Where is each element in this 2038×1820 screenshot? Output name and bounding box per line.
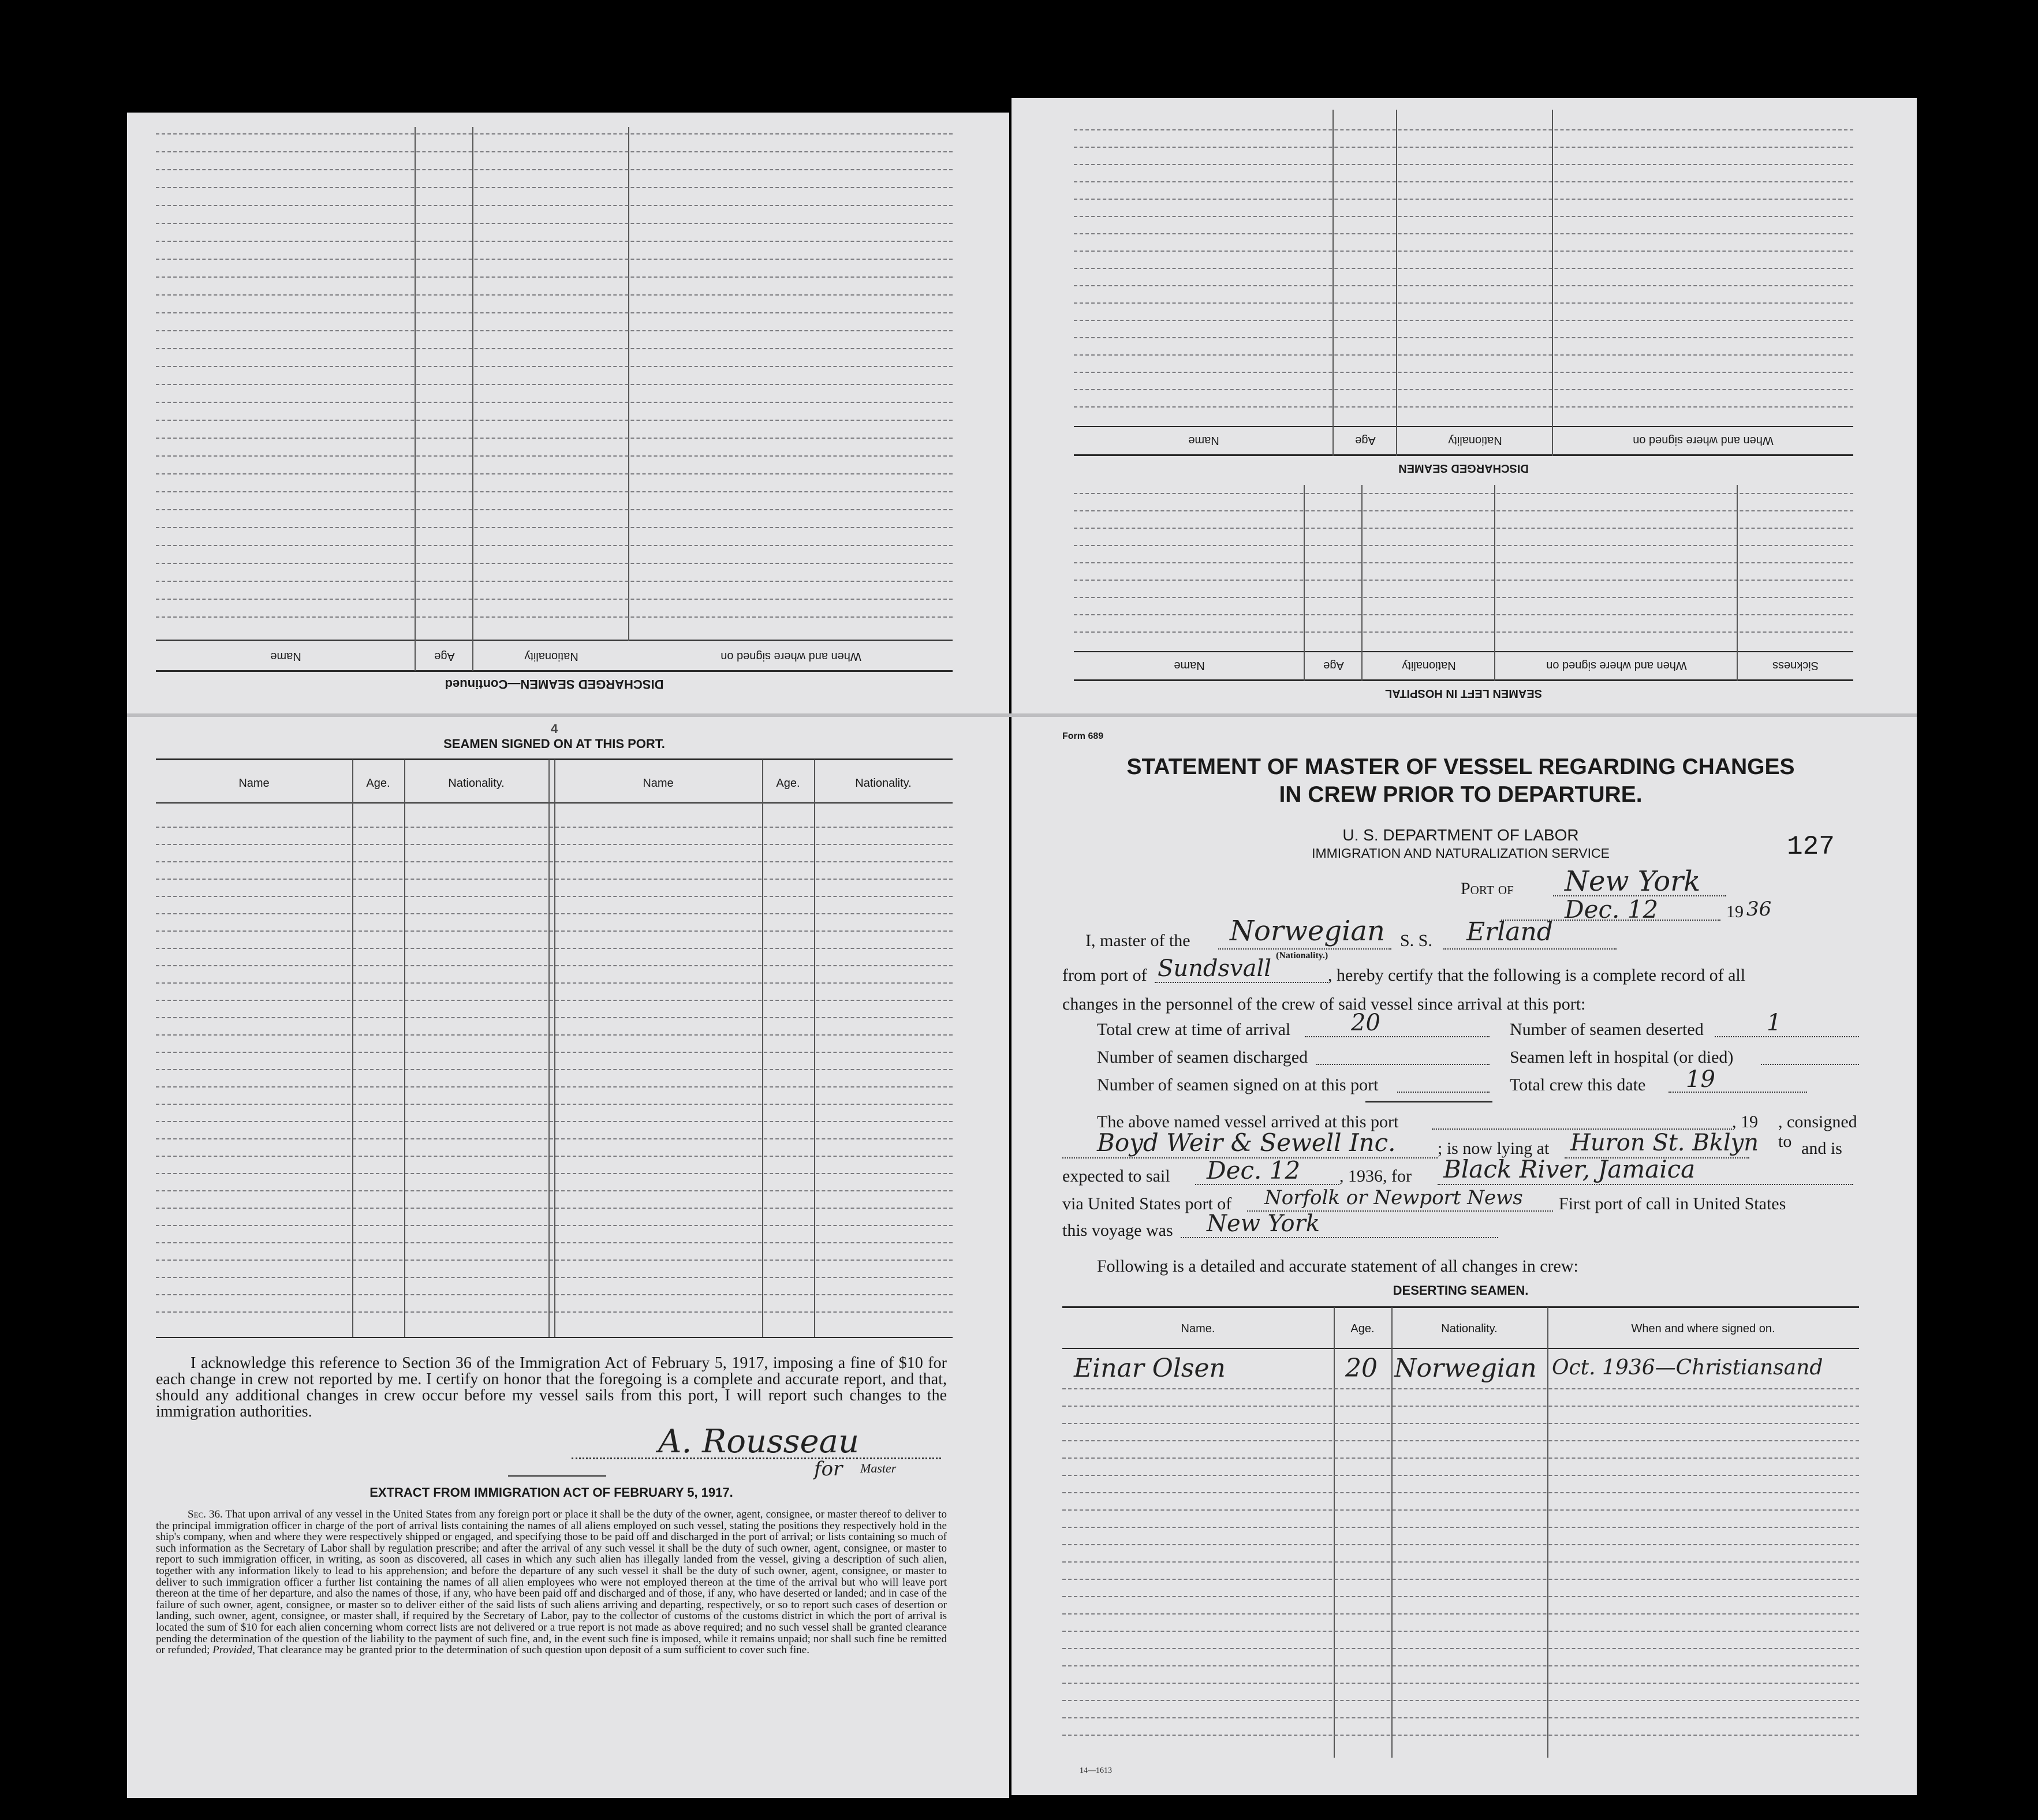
ruled-line — [156, 1104, 953, 1105]
ruled-line — [1074, 631, 1853, 633]
ruled-line — [1062, 1527, 1859, 1528]
ruled-line — [156, 366, 953, 367]
ruled-line — [156, 205, 953, 206]
ruled-line — [156, 151, 953, 152]
ruled-line — [1062, 1544, 1859, 1545]
des-col-age: Age. — [1350, 1322, 1375, 1335]
ruled-line — [156, 545, 953, 546]
ruled-line — [156, 1017, 953, 1018]
deserted-label: Number of seamen deserted — [1510, 1020, 1704, 1039]
sail-year-text: , 1936, for — [1339, 1167, 1412, 1186]
master-label: Master — [860, 1461, 897, 1475]
destination-value: Black River, Jamaica — [1443, 1155, 1696, 1183]
deserter-signed: Oct. 1936—Christiansand — [1552, 1356, 1823, 1380]
col-name: Name — [270, 650, 301, 663]
extract-title: EXTRACT FROM IMMIGRATION ACT OF FEBRUARY 5, 1917. — [369, 1485, 733, 1500]
ruled-line — [1062, 1700, 1859, 1701]
ruled-line — [1062, 1631, 1859, 1632]
ruled-line — [1074, 199, 1853, 200]
ruled-line — [156, 348, 953, 349]
ship-value: Erland — [1466, 917, 1553, 947]
extract-divider — [508, 1475, 606, 1477]
ruled-line — [1074, 285, 1853, 286]
ruled-line — [156, 312, 953, 313]
ruled-line — [1074, 614, 1853, 615]
ruled-line — [156, 169, 953, 170]
lying-value: Huron St. Bklyn — [1570, 1130, 1759, 1156]
acknowledgement-text: I acknowledge this reference to Section 36 of the Immigration Act of February 5, 1917, imposing a fine of $10 for each change in crew not reported by me. I certify on honor that the foregoing is a complete and accurate report, and that, should any additional changes in crew occur before my vessel sails from this port, I will report such changes to the immigration authorities. — [156, 1354, 947, 1421]
ruled-line — [1062, 1458, 1859, 1459]
ruled-line — [156, 455, 953, 457]
ruled-line — [1062, 1492, 1859, 1493]
ruled-line — [1062, 1648, 1859, 1649]
ruled-line — [156, 879, 953, 880]
ruled-line — [156, 616, 953, 618]
extract-body — [156, 1509, 947, 1656]
ruled-line — [1062, 1596, 1859, 1597]
ruled-line — [156, 913, 953, 914]
ruled-line — [156, 420, 953, 421]
so-col-name-2: Name — [643, 777, 674, 790]
signed-label: Number of seamen signed on at this port — [1097, 1075, 1379, 1094]
extract-text-end: That clearance may be granted prior to the determination of such question upon deposit of a sum sufficient to cover such fine. — [257, 1644, 809, 1657]
ruled-line — [1074, 406, 1853, 408]
first-port-text: First port of call in United States — [1559, 1194, 1786, 1213]
ruled-line — [1062, 1406, 1859, 1407]
master-signature: A. Rousseau — [658, 1423, 860, 1460]
ruled-line — [1074, 181, 1853, 182]
total-date-value: 19 — [1686, 1066, 1715, 1093]
ruled-line — [156, 1208, 953, 1209]
port-value: New York — [1565, 865, 1701, 898]
and-is-text: and is — [1801, 1139, 1842, 1158]
ruled-line — [1074, 164, 1853, 165]
ruled-line — [1062, 1665, 1859, 1666]
ruled-line — [156, 384, 953, 385]
ruled-line — [156, 1190, 953, 1191]
ruled-line — [156, 1034, 953, 1036]
ruled-line — [1074, 493, 1853, 494]
ruled-line — [1074, 562, 1853, 563]
ruled-line — [156, 861, 953, 862]
ruled-line — [156, 527, 953, 528]
ruled-line — [156, 438, 953, 439]
extract-text: That upon arrival of any vessel in the United States from any foreign port or place it shall be the duty of the owner, agent, consignee, or master thereof to deliver to the principal immigration officer in charge of the port of arrival lists containing the names of all aliens employed on such vessel, stating the positions they respectively hold in the ship's company, when and where they were respectively shipped or engaged, and specifying those to be paid off and discharged in the port of arrival; or lists containing so much of such information as the Secretary of Labor shall by regulation prescribe; and after the arrival of any such vessel it shall be the duty of such owner, agent, consignee, or master to report to such immigration officer, in writing, as soon as discovered, all cases in which any such alien has illegally landed from the vessel, giving a description of such alien, together with any information likely to lead to his apprehension; and before the departure of any such vessel it shall be the duty of such owner, agent, consignee, or master to deliver to such immigration officer a further list containing the names of all alien employees who were not employed thereon at the time of the arrival but who will leave port thereon at the time of her departure, and also the names of those, if any, who have been paid off and discharged and of those, if any, who have deserted or landed; and in case of the failure of such owner, agent, consignee, or master so to deliver either of the said lists of such aliens arriving and departing, respectively, or so to report such cases of desertion or landing, such owner, agent, consignee, or master shall, if required by the Secretary of Labor, pay to the collector of customs of the customs district in which the port of arrival is located the sum of $10 for each alien concerning whom correct lists are not delivered or a true report is not made as above required; and no such vessel shall be granted clearance pending the determination of the question of the liability to the payment of such fine, and, in the event such fine is imposed, while it remains unpaid; nor shall such fine be remitted or refunded; — [156, 1508, 947, 1657]
right-top-panel — [1074, 104, 1853, 704]
form-number: Form 689 — [1062, 731, 1104, 741]
certify-text: , hereby certify that the following is a complete record of all — [1328, 966, 1746, 985]
ruled-line — [1074, 233, 1853, 234]
ss-label: S. S. — [1400, 931, 1432, 950]
discharged-title: DISCHARGED SEAMEN — [1398, 462, 1529, 474]
ruled-line — [156, 1242, 953, 1243]
statement-title-2: IN CREW PRIOR TO DEPARTURE. — [1279, 782, 1643, 807]
master-of-label: I, master of the — [1085, 931, 1190, 950]
hospital-label: Seamen left in hospital (or died) — [1510, 1048, 1734, 1067]
ruled-line — [1074, 597, 1853, 598]
ruled-line — [156, 827, 953, 828]
ruled-line — [156, 276, 953, 278]
year-blank: , 19 — [1732, 1112, 1758, 1131]
col-age: Age — [434, 650, 455, 663]
so-col-name-1: Name — [238, 777, 270, 790]
ruled-line — [1074, 580, 1853, 581]
des-col-nationality: Nationality. — [1441, 1322, 1498, 1335]
ruled-line — [1062, 1423, 1859, 1424]
ruled-line — [156, 1260, 953, 1261]
ruled-line — [1074, 372, 1853, 373]
col-dis-nationality: Nationality — [1448, 434, 1502, 447]
ruled-line — [1062, 1613, 1859, 1615]
year-value: 36 — [1746, 898, 1772, 921]
ruled-line — [156, 330, 953, 331]
table-row — [1062, 1354, 1859, 1382]
ruled-line — [1074, 268, 1853, 269]
statement-section — [1062, 724, 1859, 1792]
lying-text: ; is now lying at — [1438, 1139, 1550, 1158]
ruled-line — [1074, 337, 1853, 338]
consignee-value: Boyd Weir & Sewell Inc. — [1097, 1128, 1396, 1157]
col-dis-age: Age — [1355, 434, 1376, 447]
department: U. S. DEPARTMENT OF LABOR — [1342, 826, 1579, 844]
statement-title-1: STATEMENT OF MASTER OF VESSEL REGARDING CHANGES — [1126, 754, 1795, 779]
des-col-signed: When and where signed on. — [1631, 1322, 1775, 1335]
ruled-line — [156, 1277, 953, 1278]
ruled-line — [1074, 528, 1853, 529]
ruled-line — [156, 930, 953, 932]
so-col-nat-1: Nationality. — [448, 777, 505, 790]
signature-block — [572, 1423, 947, 1481]
voyage-value: New York — [1207, 1210, 1320, 1237]
date-value: Dec. 12 — [1565, 895, 1659, 924]
ruled-line — [156, 1052, 953, 1053]
expected-text: expected to sail — [1062, 1167, 1170, 1186]
col-hosp-nationality: Nationality — [1402, 659, 1456, 672]
ruled-line — [1074, 302, 1853, 304]
via-text: via United States port of — [1062, 1194, 1232, 1213]
col-sickness: Sickness — [1772, 659, 1819, 672]
ruled-line — [1074, 216, 1853, 217]
ruled-line — [156, 1156, 953, 1157]
ruled-line — [1074, 129, 1853, 130]
extract-proviso: Provided, — [212, 1644, 255, 1657]
ruled-line — [1074, 510, 1853, 511]
service: IMMIGRATION AND NATURALIZATION SERVICE — [1312, 846, 1610, 861]
ruled-line — [1074, 545, 1853, 546]
ruled-line — [156, 1173, 953, 1174]
total-arrival-value: 20 — [1351, 1010, 1380, 1036]
ruled-line — [156, 563, 953, 564]
ruled-line — [156, 509, 953, 510]
ruled-line — [1062, 1440, 1859, 1441]
ruled-line — [156, 241, 953, 242]
printer-code: 14—1613 — [1080, 1766, 1112, 1775]
col-hosp-age: Age — [1323, 659, 1344, 672]
so-col-nat-2: Nationality. — [855, 777, 912, 790]
consigned-text: , consigned to — [1778, 1112, 1857, 1151]
ruled-line — [156, 982, 953, 984]
left-top-title: DISCHARGED SEAMEN—Continued — [445, 677, 664, 692]
discharged-label: Number of seamen discharged — [1097, 1048, 1308, 1067]
ruled-line — [156, 491, 953, 492]
extract-section-label: Sec. 36. — [188, 1508, 223, 1520]
year-prefix: 19 — [1726, 902, 1744, 921]
deserter-age: 20 — [1345, 1354, 1378, 1383]
ruled-line — [1062, 1561, 1859, 1563]
ruled-line — [1062, 1717, 1859, 1718]
ruled-line — [1062, 1475, 1859, 1476]
ruled-line — [1062, 1683, 1859, 1684]
ruled-line — [1074, 251, 1853, 252]
ruled-line — [156, 948, 953, 949]
ruled-line — [156, 1000, 953, 1001]
total-arrival-label: Total crew at time of arrival — [1097, 1020, 1291, 1039]
via-value: Norfolk or Newport News — [1264, 1186, 1523, 1209]
col-dis-when: When and where signed on — [1633, 434, 1774, 447]
ruled-line — [156, 402, 953, 403]
nationality-value: Norwegian — [1230, 915, 1385, 947]
ruled-line — [156, 1069, 953, 1070]
so-col-age-2: Age. — [776, 777, 800, 790]
following-text: Following is a detailed and accurate statement of all changes in crew: — [1097, 1257, 1578, 1276]
from-port-value: Sundsvall — [1158, 955, 1272, 982]
col-nationality: Nationality — [524, 650, 578, 663]
ruled-line — [156, 599, 953, 600]
fold-line — [127, 713, 1917, 717]
port-label: Port of — [1461, 879, 1514, 898]
ruled-line — [1062, 1735, 1859, 1736]
ruled-line — [156, 1311, 953, 1313]
deserter-name: Einar Olsen — [1074, 1354, 1226, 1383]
ruled-line — [156, 187, 953, 188]
ruled-line — [1062, 1579, 1859, 1580]
ruled-line — [156, 1225, 953, 1226]
ruled-line — [1074, 354, 1853, 356]
col-dis-name: Name — [1188, 434, 1219, 447]
ruled-line — [156, 1121, 953, 1122]
col-hosp-when: When and where signed on — [1546, 659, 1687, 672]
ruled-line — [1062, 1509, 1859, 1511]
arrived-text: The above named vessel arrived at this port — [1097, 1112, 1399, 1131]
so-col-age-1: Age. — [366, 777, 390, 790]
ruled-line — [156, 223, 953, 224]
signed-on-section — [156, 722, 953, 1356]
changes-text: changes in the personnel of the crew of said vessel since arrival at this port: — [1062, 995, 1586, 1014]
from-port-label: from port of — [1062, 966, 1147, 985]
ruled-line — [1074, 320, 1853, 321]
signature-for: for — [814, 1458, 843, 1481]
sail-date-value: Dec. 12 — [1207, 1156, 1301, 1184]
deserter-nationality: Norwegian — [1394, 1354, 1537, 1383]
left-top-panel — [156, 121, 953, 698]
ruled-line — [156, 581, 953, 582]
ruled-line — [1074, 389, 1853, 390]
ruled-line — [1062, 1388, 1859, 1389]
signed-on-title: SEAMEN SIGNED ON AT THIS PORT. — [443, 737, 665, 751]
hospital-title: SEAMEN LEFT IN HOSPITAL — [1385, 687, 1542, 700]
voyage-text: this voyage was — [1062, 1221, 1173, 1240]
ruled-line — [156, 844, 953, 845]
ruled-line — [156, 259, 953, 260]
deserting-title: DESERTING SEAMEN. — [1393, 1283, 1529, 1298]
ruled-line — [156, 294, 953, 296]
ruled-line — [156, 1086, 953, 1087]
document-number: 127 — [1787, 832, 1835, 862]
deserted-value: 1 — [1767, 1010, 1782, 1036]
col-when-signed: When and where signed on — [721, 650, 861, 663]
ruled-line — [156, 1294, 953, 1295]
nationality-caption: (Nationality.) — [1276, 951, 1328, 961]
des-col-name: Name. — [1181, 1322, 1215, 1335]
ruled-line — [1074, 147, 1853, 148]
col-hosp-name: Name — [1174, 659, 1205, 672]
ruled-line — [156, 1138, 953, 1139]
page-mark: 4 — [550, 722, 558, 736]
total-date-label: Total crew this date — [1510, 1075, 1646, 1094]
ruled-line — [156, 133, 953, 134]
ruled-line — [156, 896, 953, 897]
ruled-line — [156, 473, 953, 474]
ruled-line — [156, 965, 953, 966]
